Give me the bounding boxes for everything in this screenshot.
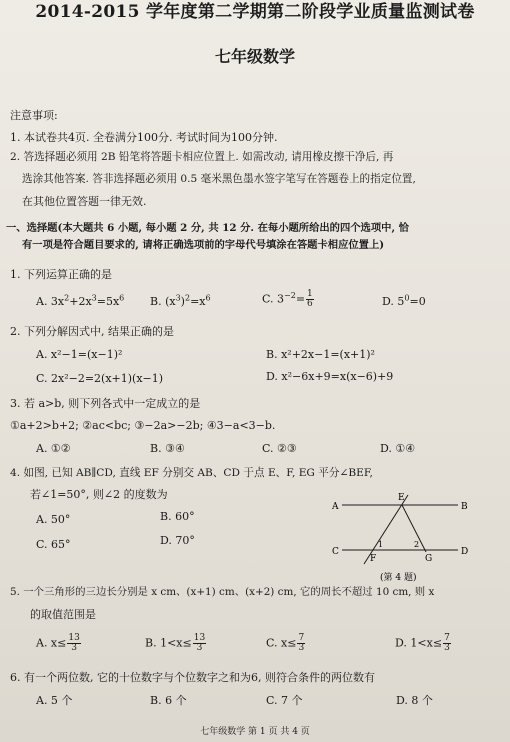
subject-title: 七年级数学 bbox=[214, 47, 295, 66]
page-footer: 七年级数学 第 1 页 共 4 页 bbox=[200, 727, 310, 737]
q5-option-c: C. x≤ $\frac{7}{3}$ bbox=[266, 633, 305, 653]
notes-heading: 注意事项: bbox=[10, 109, 58, 122]
notes-line-1: 1. 本试卷共4页. 全卷满分100分. 考试时间为100分钟. bbox=[10, 131, 278, 144]
label-c: C bbox=[332, 547, 339, 557]
q3-option-c: C. ②③ bbox=[262, 442, 297, 455]
q4-option-d: D. 70° bbox=[160, 534, 195, 547]
q3-option-a: A. ①② bbox=[36, 442, 71, 455]
q6-option-d: D. 8 个 bbox=[396, 694, 433, 707]
q1-stem: 1. 下列运算正确的是 bbox=[10, 268, 112, 281]
q6-option-c: C. 7 个 bbox=[266, 694, 303, 707]
q6-stem: 6. 有一个两位数, 它的十位数字与个位数字之和为6, 则符合条件的两位数有 bbox=[10, 671, 375, 684]
q4-option-b: B. 60° bbox=[160, 510, 195, 523]
q2-stem: 2. 下列分解因式中, 结果正确的是 bbox=[10, 325, 174, 338]
label-a: A bbox=[332, 502, 339, 512]
label-d: D bbox=[461, 547, 469, 557]
notes-line-2c: 在其他位置答题一律无效. bbox=[22, 195, 147, 208]
q1-option-d: D. $5^0=0$ bbox=[382, 293, 426, 308]
q1-option-b: B. $(x^3)^2=x^6$ bbox=[150, 293, 211, 308]
section1-heading-a: 一、选择题(本大题共 6 小题, 每小题 2 分, 共 12 分. 在每小题所给出的四个选项中, 恰 bbox=[6, 222, 409, 234]
q6-option-a: A. 5 个 bbox=[36, 694, 73, 707]
q2-option-b: B. x²+2x−1=(x+1)² bbox=[266, 348, 375, 361]
notes-line-2a: 2. 答选择题必须用 2B 铅笔将答题卡相应位置上. 如需改动, 请用橡皮擦干净后, 再 bbox=[10, 151, 394, 163]
q5-option-d: D. 1<x≤ $\frac{7}{3}$ bbox=[395, 633, 450, 653]
q2-option-a: A. x²−1=(x−1)² bbox=[36, 348, 123, 361]
q6-option-b: B. 6 个 bbox=[150, 694, 187, 707]
label-f: F bbox=[370, 554, 377, 564]
label-b: B bbox=[461, 502, 468, 512]
label-g: G bbox=[425, 554, 433, 564]
q5-stem-a: 5. 一个三角形的三边长分别是 x cm、(x+1) cm、(x+2) cm, 它的周长不超过 10 cm, 则 x bbox=[10, 586, 435, 598]
q3-stem: 3. 若 a>b, 则下列各式中一定成立的是 bbox=[10, 397, 201, 410]
q4-option-a: A. 50° bbox=[36, 513, 71, 526]
q3-option-d: D. ①④ bbox=[380, 442, 416, 455]
q1-option-c: C. $3^{-2}=$ $\frac{1}{6}$ bbox=[262, 289, 313, 309]
label-angle-1: 1 bbox=[378, 540, 384, 549]
notes-line-2b: 选涂其他答案. 答非选择题必须用 0.5 毫米黑色墨水签字笔写在答题卷上的指定位置, bbox=[22, 173, 416, 185]
q4-stem-b: 若∠1=50°, 则∠2 的度数为 bbox=[30, 488, 168, 501]
q4-stem-a: 4. 如图, 已知 AB∥CD, 直线 EF 分别交 AB、CD 于点 E、F, EG 平分∠BEF, bbox=[10, 467, 373, 479]
figure-caption: (第 4 题) bbox=[380, 573, 417, 583]
q3-items: ①a+2>b+2; ②ac<bc; ③−2a>−2b; ④3−a<3−b. bbox=[10, 419, 276, 432]
q1-option-a: A. $3x^2+2x^3=5x^6$ bbox=[36, 293, 125, 308]
exam-title: 2014-2015 学年度第二学期第二阶段学业质量监测试卷 bbox=[35, 2, 475, 22]
q4-figure bbox=[330, 490, 480, 585]
q2-option-d: D. x²−6x+9=x(x−6)+9 bbox=[266, 370, 394, 383]
q2-option-c: C. 2x²−2=2(x+1)(x−1) bbox=[36, 372, 164, 385]
q5-option-a: A. x≤ $\frac{13}{3}$ bbox=[36, 633, 80, 653]
q3-option-b: B. ③④ bbox=[150, 442, 185, 455]
q4-option-c: C. 65° bbox=[36, 538, 71, 551]
label-e: E bbox=[398, 493, 405, 503]
label-angle-2: 2 bbox=[414, 540, 420, 549]
section1-heading-b: 有一项是符合题目要求的, 请将正确选项前的字母代号填涂在答题卡相应位置上) bbox=[22, 239, 385, 251]
q5-stem-b: 的取值范围是 bbox=[30, 608, 96, 621]
q5-option-b: B. 1<x≤ $\frac{13}{3}$ bbox=[145, 633, 206, 653]
